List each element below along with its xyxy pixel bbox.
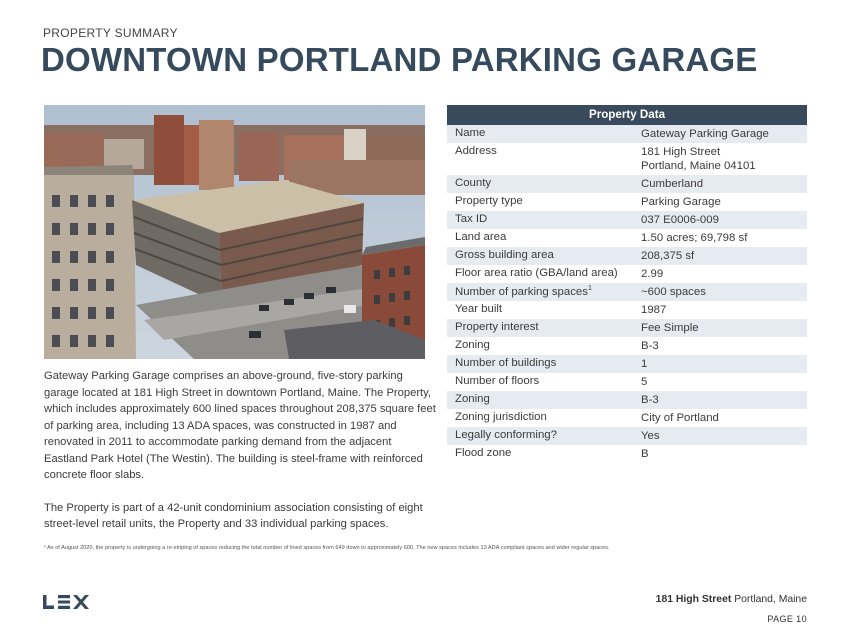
row-label: Zoning xyxy=(455,393,490,405)
row-value: B-3 xyxy=(641,394,659,406)
table-row xyxy=(447,125,807,143)
row-value: 5 xyxy=(641,376,648,388)
table-row xyxy=(447,247,807,265)
table-row xyxy=(447,391,807,409)
page-number: PAGE 10 xyxy=(767,614,807,624)
table-body xyxy=(447,125,807,463)
table-row xyxy=(447,265,807,283)
description-paragraph-2: The Property is part of a 42-unit condominium association consisting of eight street-level retail units, the Property and 33 individual parking spaces. xyxy=(44,501,423,530)
table-row xyxy=(447,409,807,427)
row-value: 1.50 acres; 69,798 sf xyxy=(641,232,748,244)
table-row xyxy=(447,301,807,319)
footnote: ¹ As of August 2020, the property is undergoing a re-striping of spaces reducing the total number of lined spaces from 649 down to approximately 600. The new spaces includes 13 ADA compliant spaces and wider regular spaces. xyxy=(44,545,610,551)
property-data-table xyxy=(447,105,807,463)
row-label: Name xyxy=(455,127,486,139)
row-label: Address xyxy=(455,145,497,157)
row-label: Flood zone xyxy=(455,447,512,459)
row-value: 1 xyxy=(641,358,648,370)
row-label: Zoning xyxy=(455,339,490,351)
row-value: ~600 spaces xyxy=(641,286,706,298)
table-row xyxy=(447,373,807,391)
row-value: Cumberland xyxy=(641,178,704,190)
table-row xyxy=(447,355,807,373)
row-label: Number of parking spaces$^1$ xyxy=(455,285,592,298)
footnote-marker: 1 xyxy=(587,285,592,292)
aerial-photo xyxy=(44,105,425,359)
footer-address: 181 High Street Portland, Maine xyxy=(655,594,807,605)
row-value: 181 High Street Portland, Maine 04101 xyxy=(641,146,756,172)
row-value: Fee Simple xyxy=(641,322,699,334)
table-row xyxy=(447,229,807,247)
description-paragraph-1: Gateway Parking Garage comprises an above-ground, five-story parking garage located at 181 High Street in downtown Portland, Maine. The Property, which includes approximately 600 lined spaces throughout 208,375 square feet of parking area, including 13 ADA spaces, was constructed in 1987 and renovated in 2011 to accommodate parking demand from the adjacent Eastland Park Hotel (The Westin). The building is steel-frame with reinforced concrete floor slabs. xyxy=(44,370,436,481)
table-row xyxy=(447,283,807,301)
page-title: DOWNTOWN PORTLAND PARKING GARAGE xyxy=(41,41,758,78)
property-description xyxy=(44,368,436,549)
row-label: Floor area ratio (GBA/land area) xyxy=(455,267,618,279)
row-label: Number of floors xyxy=(455,375,540,387)
row-label: Year built xyxy=(455,303,503,315)
table-row xyxy=(447,175,807,193)
lex-logo xyxy=(43,594,89,615)
row-value: Parking Garage xyxy=(641,196,721,208)
row-value: Yes xyxy=(641,430,660,442)
table-row xyxy=(447,211,807,229)
eyebrow-label: PROPERTY SUMMARY xyxy=(43,26,178,40)
table-row xyxy=(447,143,807,175)
row-value: B xyxy=(641,448,649,460)
row-value: 2.99 xyxy=(641,268,664,280)
table-row xyxy=(447,427,807,445)
row-label: County xyxy=(455,177,492,189)
row-value: City of Portland xyxy=(641,412,719,424)
table-row xyxy=(447,193,807,211)
table-row xyxy=(447,445,807,463)
table-heading: Property Data xyxy=(447,105,807,125)
table-row xyxy=(447,337,807,355)
row-label: Number of buildings xyxy=(455,357,557,369)
row-label: Property type xyxy=(455,195,523,207)
row-label: Legally conforming? xyxy=(455,429,557,441)
row-label: Zoning jurisdiction xyxy=(455,411,547,423)
table-row xyxy=(447,319,807,337)
row-value: B-3 xyxy=(641,340,659,352)
row-value: 208,375 sf xyxy=(641,250,695,262)
row-label: Tax ID xyxy=(455,213,488,225)
row-label: Land area xyxy=(455,231,507,243)
row-value: 037 E0006-009 xyxy=(641,214,719,226)
row-label: Gross building area xyxy=(455,249,554,261)
row-label: Property interest xyxy=(455,321,539,333)
row-value: Gateway Parking Garage xyxy=(641,128,769,140)
row-value: 1987 xyxy=(641,304,667,316)
